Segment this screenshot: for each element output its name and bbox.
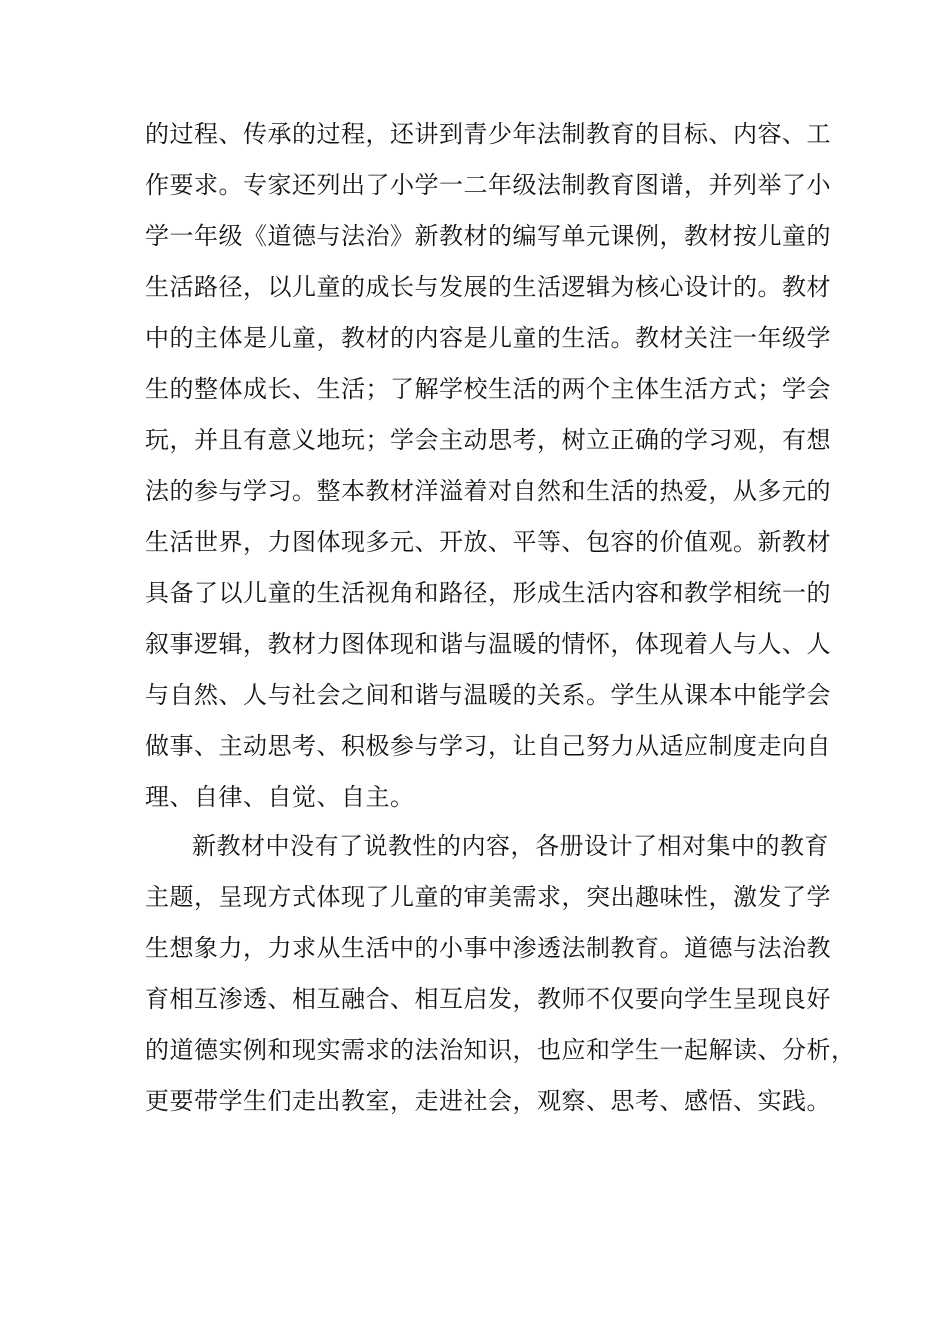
text-line: 玩，并且有意义地玩；学会主动思考，树立正确的学习观，有想 xyxy=(145,426,831,454)
text-line: 生活世界，力图体现多元、开放、平等、包容的价值观。新教材 xyxy=(145,528,831,556)
text-line: 的道德实例和现实需求的法治知识，也应和学生一起解读、分析， xyxy=(145,1036,856,1064)
text-line: 与自然、人与社会之间和谐与温暖的关系。学生从课本中能学会 xyxy=(145,681,831,709)
text-line: 作要求。专家还列出了小学一二年级法制教育图谱，并列举了小 xyxy=(145,171,831,199)
paragraph-2 xyxy=(145,821,856,1127)
text-line: 新教材中没有了说教性的内容，各册设计了相对集中的教育 xyxy=(192,832,829,860)
text-line: 法的参与学习。整本教材洋溢着对自然和生活的热爱，从多元的 xyxy=(145,477,831,505)
text-line: 中的主体是儿童，教材的内容是儿童的生活。教材关注一年级学 xyxy=(145,324,831,352)
text-line: 叙事逻辑，教材力图体现和谐与温暖的情怀，体现着人与人、人 xyxy=(145,630,831,658)
text-line: 生活路径，以儿童的成长与发展的生活逻辑为核心设计的。教材 xyxy=(145,273,831,301)
text-line: 主题，呈现方式体现了儿童的审美需求，突出趣味性，激发了学 xyxy=(145,883,831,911)
text-line: 育相互渗透、相互融合、相互启发，教师不仅要向学生呈现良好 xyxy=(145,985,831,1013)
text-line: 理、自律、自觉、自主。 xyxy=(145,783,415,811)
text-line: 具备了以儿童的生活视角和路径，形成生活内容和教学相统一的 xyxy=(145,579,831,607)
text-line: 学一年级《道德与法治》新教材的编写单元课例，教材按儿童的 xyxy=(145,222,831,250)
text-line: 做事、主动思考、积极参与学习，让自己努力从适应制度走向自 xyxy=(145,732,831,760)
text-line: 的过程、传承的过程，还讲到青少年法制教育的目标、内容、工 xyxy=(145,120,831,148)
text-line: 更要带学生们走出教室，走进社会，观察、思考、感悟、实践。 xyxy=(145,1087,831,1115)
text-line: 生想象力，力求从生活中的小事中渗透法制教育。道德与法治教 xyxy=(145,934,831,962)
text-line: 生的整体成长、生活；了解学校生活的两个主体生活方式；学会 xyxy=(145,375,831,403)
paragraph-1 xyxy=(145,109,831,823)
